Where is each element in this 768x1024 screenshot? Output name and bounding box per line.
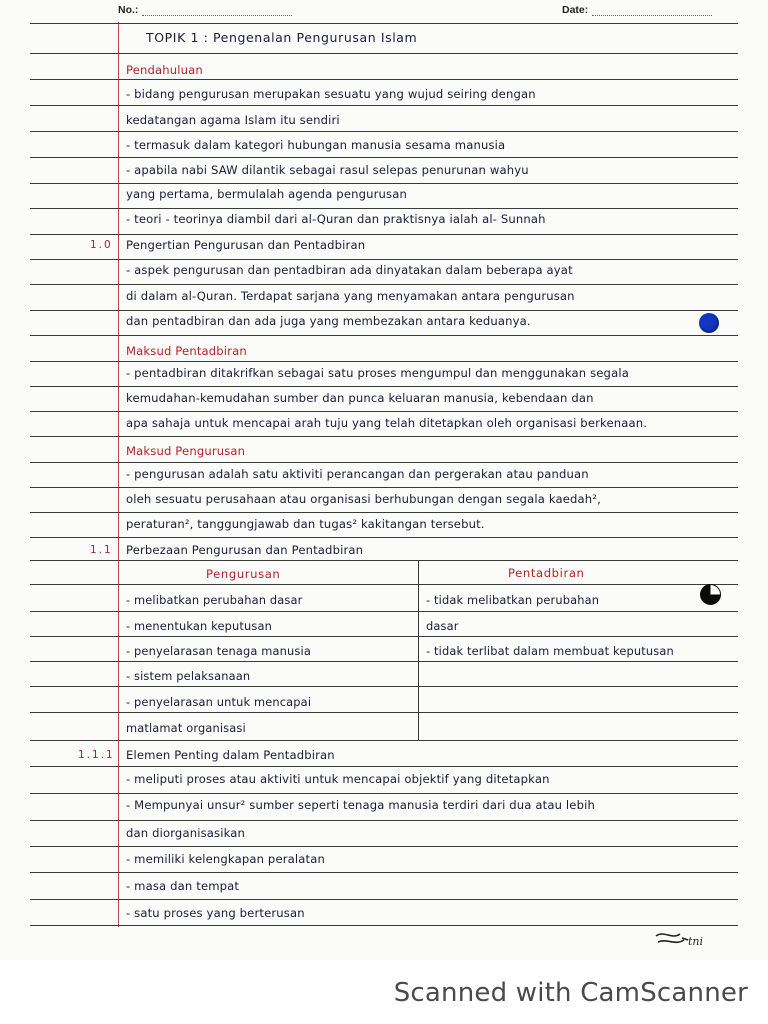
- note-line: dan pentadbiran dan ada juga yang membezakan antara keduanya.: [126, 314, 531, 328]
- ruled-line: [30, 661, 738, 662]
- ruled-line: [30, 537, 738, 538]
- ruled-line: [30, 712, 738, 713]
- number-field: [118, 4, 292, 16]
- ruled-line: [30, 686, 738, 687]
- ruled-line: [30, 925, 738, 926]
- note-line: peraturan², tanggungjawab dan tugas² kakitangan tersebut.: [126, 517, 485, 531]
- ruled-line: [30, 512, 738, 513]
- signature-mark: [652, 926, 712, 952]
- note-line: - Mempunyai unsur² sumber seperti tenaga manusia terdiri dari dua atau lebih: [126, 798, 595, 812]
- note-line: - memiliki kelengkapan peralatan: [126, 852, 325, 866]
- table-cell-pengurusan: - penyelarasan tenaga manusia: [126, 644, 311, 658]
- note-line: - masa dan tempat: [126, 879, 240, 893]
- table-cell-pengurusan: - melibatkan perubahan dasar: [126, 593, 303, 607]
- note-line: - meliputi proses atau aktiviti untuk mencapai objektif yang ditetapkan: [126, 772, 550, 786]
- ruled-line: [30, 846, 738, 847]
- section-number: 1.0: [90, 239, 113, 251]
- subheading: Maksud Pentadbiran: [126, 344, 247, 358]
- note-line: - pentadbiran ditakrifkan sebagai satu proses mengumpul dan menggunakan segala: [126, 366, 629, 380]
- ruled-line: [30, 208, 738, 209]
- ruled-line: [30, 411, 738, 412]
- ruled-line: [30, 740, 738, 741]
- table-header-pentadbiran: Pentadbiran: [508, 566, 585, 580]
- note-line: yang pertama, bermulalah agenda pengurusan: [126, 187, 407, 201]
- ruled-line: [30, 487, 738, 488]
- ruled-line: [30, 611, 738, 612]
- note-line: oleh sesuatu perusahaan atau organisasi berhubungan dengan segala kaedah²,: [126, 492, 601, 506]
- ruled-line: [30, 131, 738, 132]
- subheading: Maksud Pengurusan: [126, 444, 246, 458]
- number-dotted-line: [142, 5, 292, 16]
- date-field: [562, 4, 712, 16]
- table-header-pengurusan: Pengurusan: [206, 567, 281, 581]
- note-line: di dalam al-Quran. Terdapat sarjana yang menyamakan antara pengurusan: [126, 289, 575, 303]
- note-line: - teori - teorinya diambil dari al-Quran dan praktisnya ialah al- Sunnah: [126, 212, 546, 226]
- ruled-line: [30, 79, 738, 80]
- table-cell-pentadbiran: dasar: [426, 619, 459, 633]
- date-label: Date:: [562, 4, 589, 16]
- ruled-line: [30, 636, 738, 637]
- svg-text:tni: tni: [688, 935, 704, 948]
- ruled-line: [30, 310, 738, 311]
- section-number: 1.1.1: [78, 749, 115, 761]
- ruled-line: [30, 766, 738, 767]
- number-label: No.:: [118, 4, 139, 16]
- ruled-line: [30, 560, 738, 561]
- note-line: kedatangan agama Islam itu sendiri: [126, 113, 340, 127]
- ruled-line: [30, 899, 738, 900]
- ruled-line: [30, 820, 738, 821]
- ruled-line: [30, 23, 738, 24]
- table-cell-pentadbiran: - tidak terlibat dalam membuat keputusan: [426, 644, 674, 658]
- table-cell-pengurusan: - sistem pelaksanaan: [126, 669, 251, 683]
- ruled-line: [30, 259, 738, 260]
- table-cell-pengurusan: - penyelarasan untuk mencapai: [126, 695, 312, 709]
- table-cell-pengurusan: - menentukan keputusan: [126, 619, 272, 633]
- ruled-line: [30, 234, 738, 235]
- section-number: 1.1: [90, 544, 113, 556]
- date-dotted-line: [592, 5, 712, 16]
- section-heading: Perbezaan Pengurusan dan Pentadbiran: [126, 543, 364, 557]
- ruled-line: [30, 584, 738, 585]
- ruled-line: [30, 386, 738, 387]
- blue-dot-marker: [699, 313, 719, 333]
- subheading: Pendahuluan: [126, 63, 203, 77]
- table-cell-pentadbiran: - tidak melibatkan perubahan: [426, 593, 600, 607]
- table-column-divider: [418, 560, 419, 740]
- note-line: - satu proses yang berterusan: [126, 906, 305, 920]
- scanner-watermark: Scanned with CamScanner: [393, 978, 748, 1008]
- ruled-line: [30, 335, 738, 336]
- ruled-line: [30, 462, 738, 463]
- progress-pie-marker: [700, 584, 721, 605]
- note-line: - bidang pengurusan merupakan sesuatu yang wujud seiring dengan: [126, 87, 536, 101]
- note-line: dan diorganisasikan: [126, 826, 245, 840]
- note-line: - termasuk dalam kategori hubungan manusia sesama manusia: [126, 138, 506, 152]
- ruled-line: [30, 183, 738, 184]
- ruled-line: [30, 436, 738, 437]
- table-cell-pengurusan: matlamat organisasi: [126, 721, 246, 735]
- page-title: TOPIK 1 : Pengenalan Pengurusan Islam: [146, 30, 418, 45]
- note-line: - pengurusan adalah satu aktiviti perancangan dan pergerakan atau panduan: [126, 467, 589, 481]
- section-heading: Pengertian Pengurusan dan Pentadbiran: [126, 238, 366, 252]
- ruled-line: [30, 157, 738, 158]
- ruled-line: [30, 361, 738, 362]
- ruled-line: [30, 105, 738, 106]
- note-line: - apabila nabi SAW dilantik sebagai rasul selepas penurunan wahyu: [126, 163, 529, 177]
- note-line: apa sahaja untuk mencapai arah tuju yang telah ditetapkan oleh organisasi berkenaan.: [126, 416, 648, 430]
- section-heading: Elemen Penting dalam Pentadbiran: [126, 748, 335, 762]
- ruled-line: [30, 793, 738, 794]
- ruled-line: [30, 872, 738, 873]
- note-line: - aspek pengurusan dan pentadbiran ada dinyatakan dalam beberapa ayat: [126, 263, 573, 277]
- ruled-line: [30, 284, 738, 285]
- note-line: kemudahan-kemudahan sumber dan punca keluaran manusia, kebendaan dan: [126, 391, 594, 405]
- ruled-line: [30, 53, 738, 54]
